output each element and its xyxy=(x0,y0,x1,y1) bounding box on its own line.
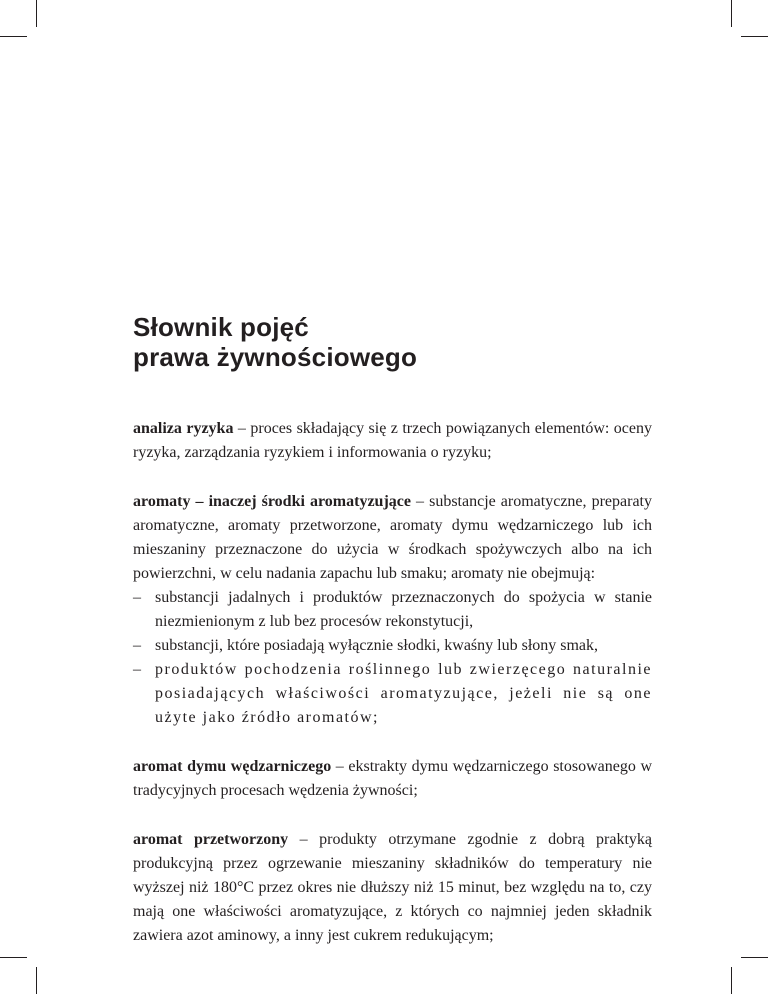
exclusion-list xyxy=(133,586,652,730)
glossary-term: aromat dymu wędzarniczego xyxy=(133,758,332,775)
crop-mark-bottom-right-horizontal xyxy=(741,957,768,958)
glossary-definition: substancje aromatyczne, preparaty aromatyczne, aromaty przetworzone, aromaty dymu wędzarniczego lub ich mieszaniny przeznaczone do użycia w środkach spożywczych albo na ich powierzchni, w celu nadania zapachu lub smaku; aromaty nie obejmują: xyxy=(133,493,652,582)
crop-mark-bottom-left-horizontal xyxy=(0,957,27,958)
glossary-term: analiza ryzyka xyxy=(133,420,234,437)
glossary-entry-aromat-przetworzony xyxy=(133,828,652,948)
glossary-definition: proces składający się z trzech powiązanych elementów: oceny ryzyka, zarządzania ryzykiem i informowania o ryzyku; xyxy=(133,420,653,461)
term-separator: – xyxy=(288,831,320,848)
term-separator: – xyxy=(410,493,430,510)
glossary-term: aromat przetworzony xyxy=(133,831,289,848)
crop-mark-top-left-vertical xyxy=(36,0,37,27)
page-title xyxy=(133,312,417,372)
glossary-term: aromaty – inaczej środki aromatyzujące xyxy=(133,493,411,510)
page-title-line-1: Słownik pojęć xyxy=(133,312,309,342)
crop-mark-top-right-vertical xyxy=(731,0,732,27)
list-item: – substancji, które posiadają wyłącznie słodki, kwaśny lub słony smak, xyxy=(133,634,652,658)
glossary-entry-analiza-ryzyka xyxy=(133,417,652,465)
list-item: – substancji jadalnych i produktów przeznaczonych do spożycia w stanie niezmienionym z lub bez procesów rekonstytucji, xyxy=(133,586,652,634)
glossary-definition: produkty otrzymane zgodnie z dobrą praktyką produkcyjną przez ogrzewanie mieszaniny składników do temperatury nie wyższej niż 180°C przez okres nie dłuższy niż 15 minut, bez względu na to, czy mają one właściwości aromatyzujące, z których co najmniej jeden składnik zawiera azot aminowy, a inny jest cukrem redukującym; xyxy=(133,831,653,944)
crop-mark-top-left-horizontal xyxy=(0,36,27,37)
page-title-line-2: prawa żywnościowego xyxy=(133,342,418,372)
crop-mark-top-right-horizontal xyxy=(741,36,768,37)
crop-mark-bottom-right-vertical xyxy=(731,967,732,994)
list-item: – produktów pochodzenia roślinnego lub zwierzęcego naturalnie posiadających właściwości aromatyzujące, jeżeli nie są one użyte jako źródło aromatów; xyxy=(133,658,652,730)
term-separator: – xyxy=(233,420,251,437)
term-separator: – xyxy=(331,758,349,775)
glossary xyxy=(133,417,652,973)
glossary-entry-aromaty xyxy=(133,490,652,730)
glossary-entry-aromat-dymu-wedzarniczego xyxy=(133,755,652,803)
crop-mark-bottom-left-vertical xyxy=(36,967,37,994)
glossary-definition: ekstrakty dymu wędzarniczego stosowanego w tradycyjnych procesach wędzenia żywności; xyxy=(133,758,652,799)
